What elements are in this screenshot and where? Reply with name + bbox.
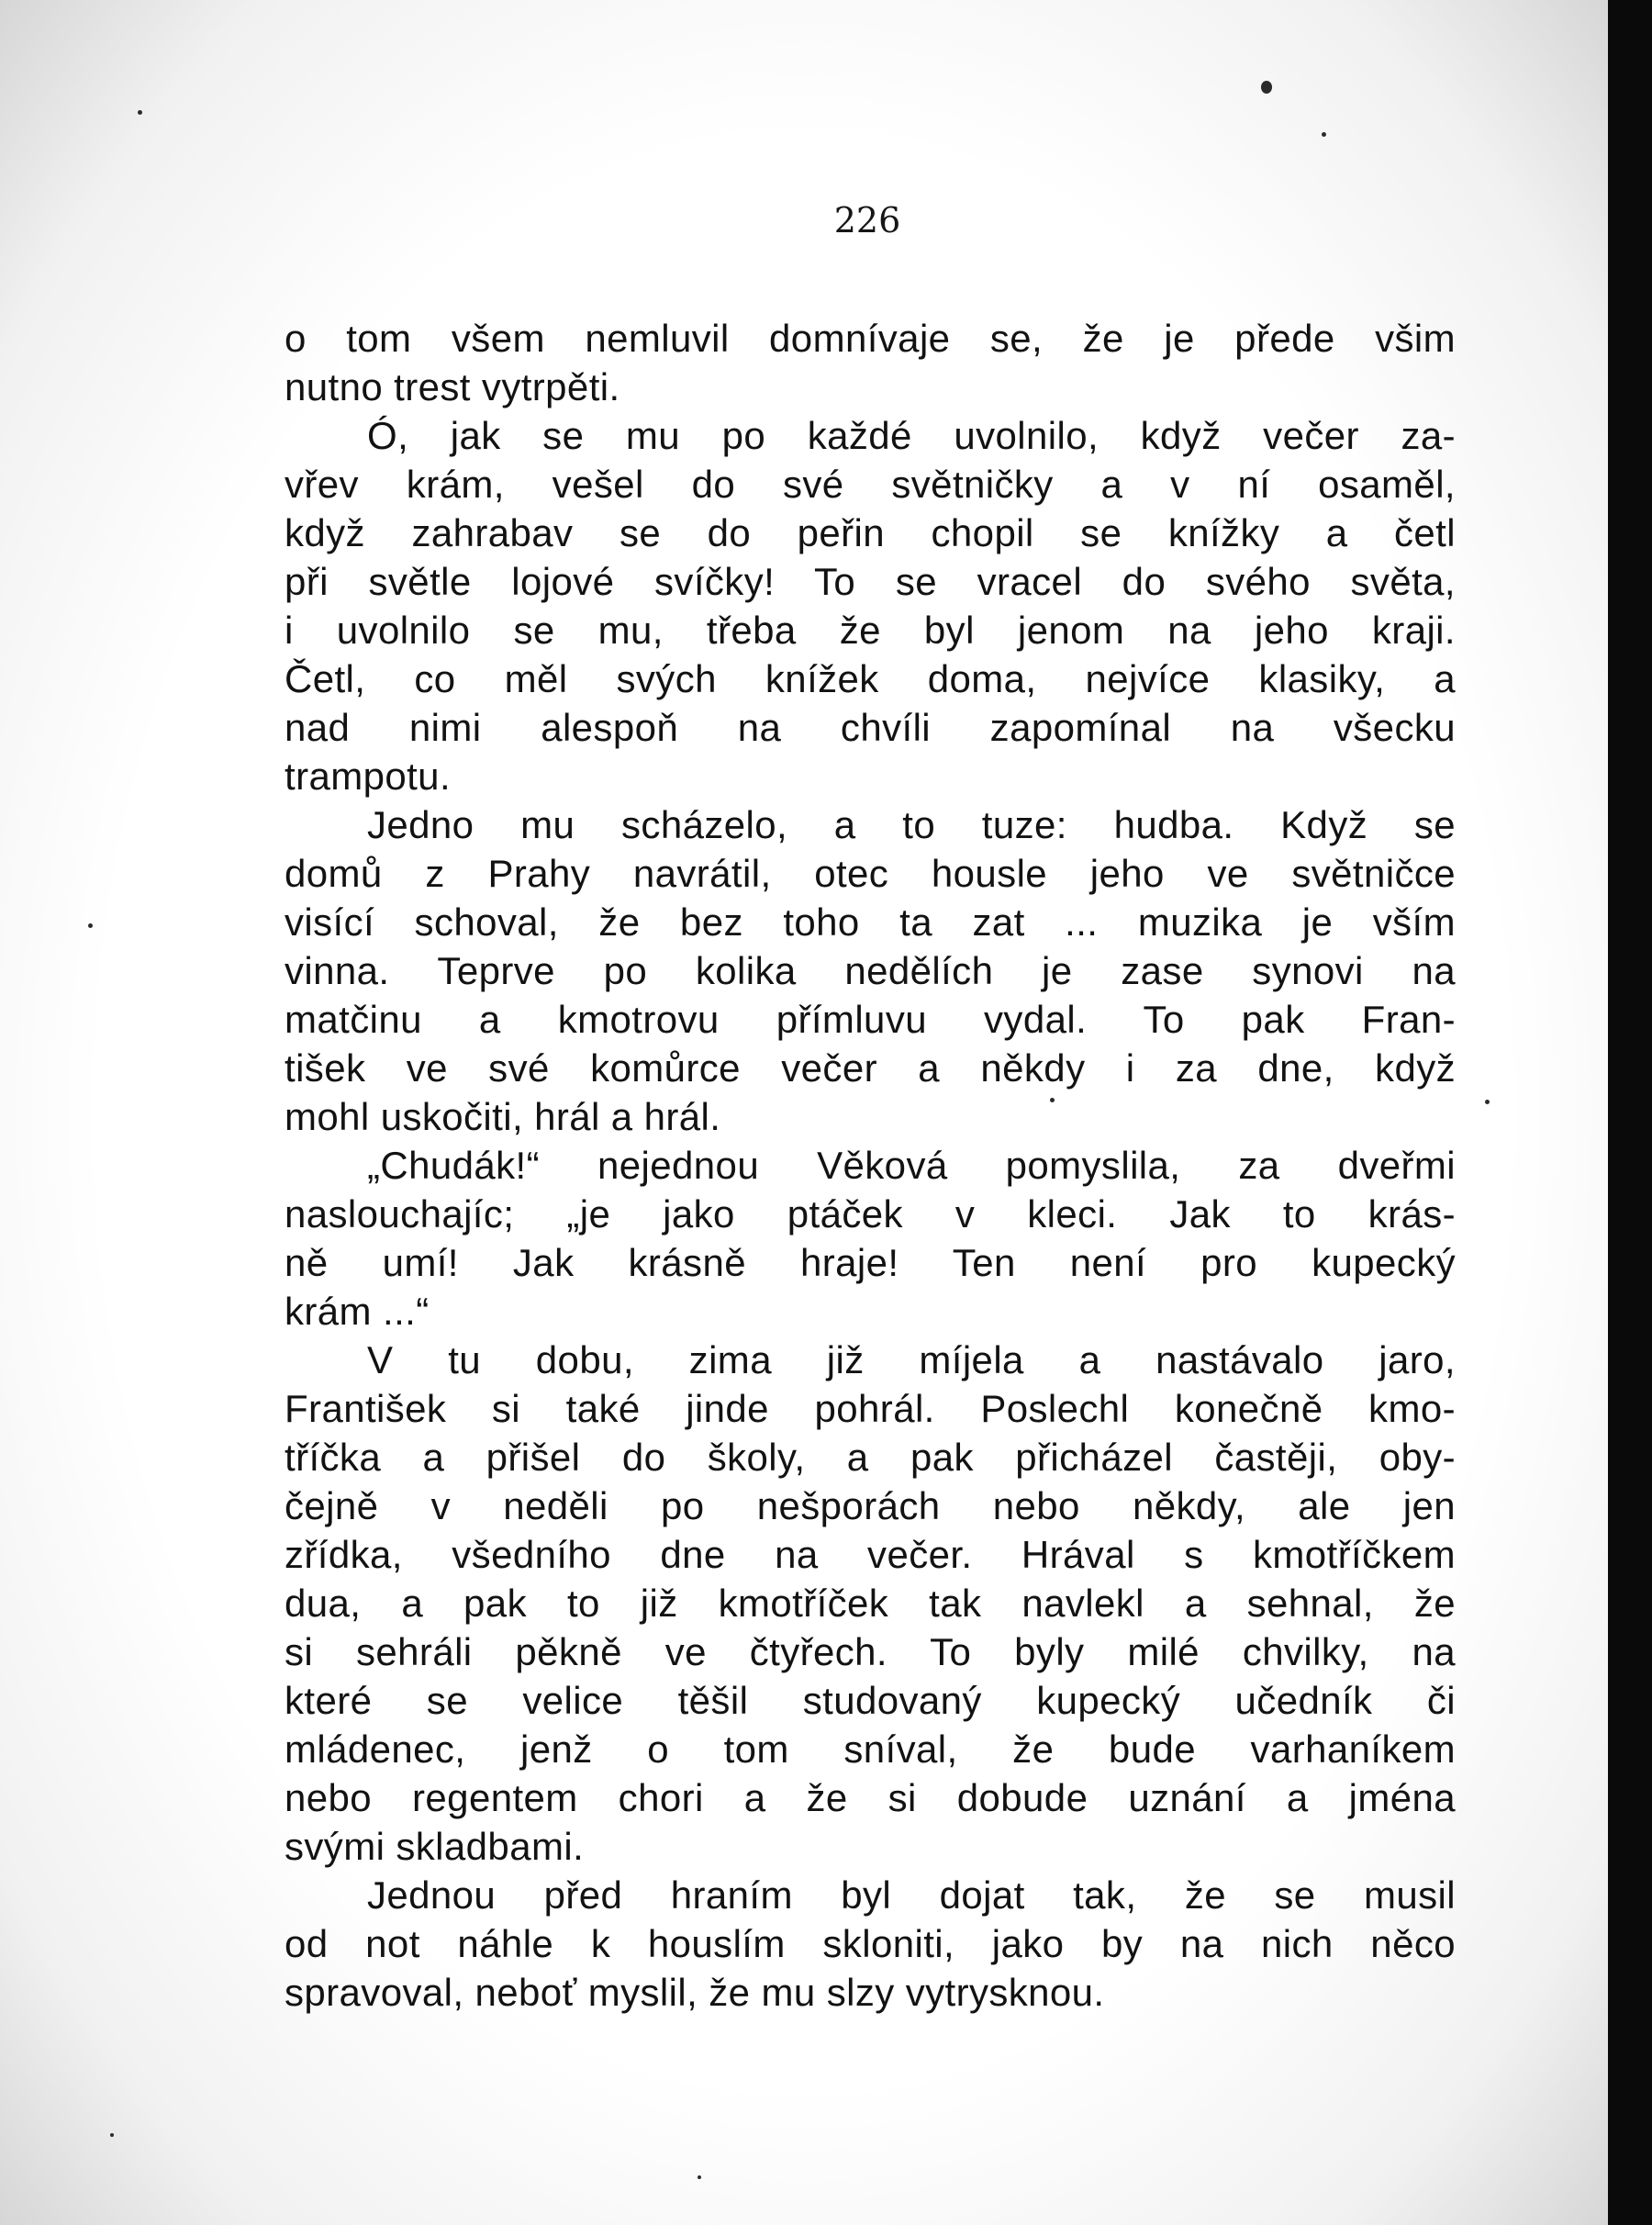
scan-speck [698,2175,701,2179]
text-line: tříčka a přišel do školy, a pak přicházel častěji, oby- [285,1436,1456,1479]
scan-speck [1261,81,1272,94]
text-line: Četl, co měl svých knížek doma, nejvíce klasiky, a [285,657,1456,700]
text-line: když zahrabav se do peřin chopil se knížky a četl [285,511,1456,554]
text-line: zřídka, všedního dne na večer. Hrával s kmotříčkem [285,1533,1456,1576]
scan-speck [1322,132,1326,137]
text-line: trampotu. [285,755,452,798]
scan-edge [1608,0,1652,2225]
scan-speck [138,110,142,115]
text-line: i uvolnilo se mu, třeba že byl jenom na jeho kraji. [285,609,1456,652]
text-line: „Chudák!“ nejednou Věková pomyslila, za dveřmi [367,1144,1456,1187]
text-line: mládenec, jenž o tom sníval, že bude varhaníkem [285,1727,1456,1771]
text-line: František si také jinde pohrál. Poslechl konečně kmo- [285,1387,1456,1430]
text-line: dua, a pak to již kmotříček tak navlekl a sehnal, že [285,1582,1456,1625]
scan-speck [1050,1098,1055,1102]
text-line: při světle lojové svíčky! To se vracel do svého světa, [285,560,1456,603]
text-line: Ó, jak se mu po každé uvolnilo, když večer za- [367,414,1456,457]
scan-speck [1485,1100,1490,1104]
text-line: tišek ve své komůrce večer a někdy i za dne, když [285,1046,1456,1090]
page-number: 226 [833,200,901,240]
text-line: mohl uskočiti, hrál a hrál. [285,1095,721,1138]
text-line: nebo regentem chori a že si dobude uznání a jména [285,1776,1456,1819]
text-line: čejně v neděli po nešporách nebo někdy, ale jen [285,1484,1456,1527]
text-line: nad nimi alespoň na chvíli zapomínal na všecku [285,706,1456,749]
text-line: ně umí! Jak krásně hraje! Ten není pro kupecký [285,1241,1456,1284]
text-line: Jednou před hraním byl dojat tak, že se musil [367,1873,1456,1917]
text-line: matčinu a kmotrovu přímluvu vydal. To pak Fran- [285,998,1456,1041]
scan-speck [110,2133,114,2137]
text-line: o tom všem nemluvil domnívaje se, že je přede všim [285,317,1456,360]
text-line: nutno trest vytrpěti. [285,365,620,408]
text-line: domů z Prahy navrátil, otec housle jeho ve světničce [285,852,1456,895]
text-line: které se velice těšil studovaný kupecký učedník či [285,1679,1456,1722]
text-line: vinna. Teprve po kolika nedělích je zase synovi na [285,949,1456,992]
text-line: spravoval, neboť myslil, že mu slzy vytrysknou. [285,1971,1105,2014]
text-line: Jedno mu scházelo, a to tuze: hudba. Když se [367,803,1456,846]
text-line: svými skladbami. [285,1825,585,1868]
text-line: V tu dobu, zima již míjela a nastávalo jaro, [367,1338,1456,1381]
text-line: krám ...“ [285,1290,430,1333]
scan-speck [88,923,93,928]
text-line: si sehráli pěkně ve čtyřech. To byly milé chvilky, na [285,1630,1456,1673]
page-text [285,314,1456,2017]
text-line: naslouchajíc; „je jako ptáček v kleci. Jak to krás- [285,1192,1456,1235]
text-line: vřev krám, vešel do své světničky a v ní osaměl, [285,463,1456,506]
text-line: visící schoval, že bez toho ta zat ... muzika je vším [285,900,1456,944]
text-line: od not náhle k houslím skloniti, jako by na nich něco [285,1922,1456,1965]
